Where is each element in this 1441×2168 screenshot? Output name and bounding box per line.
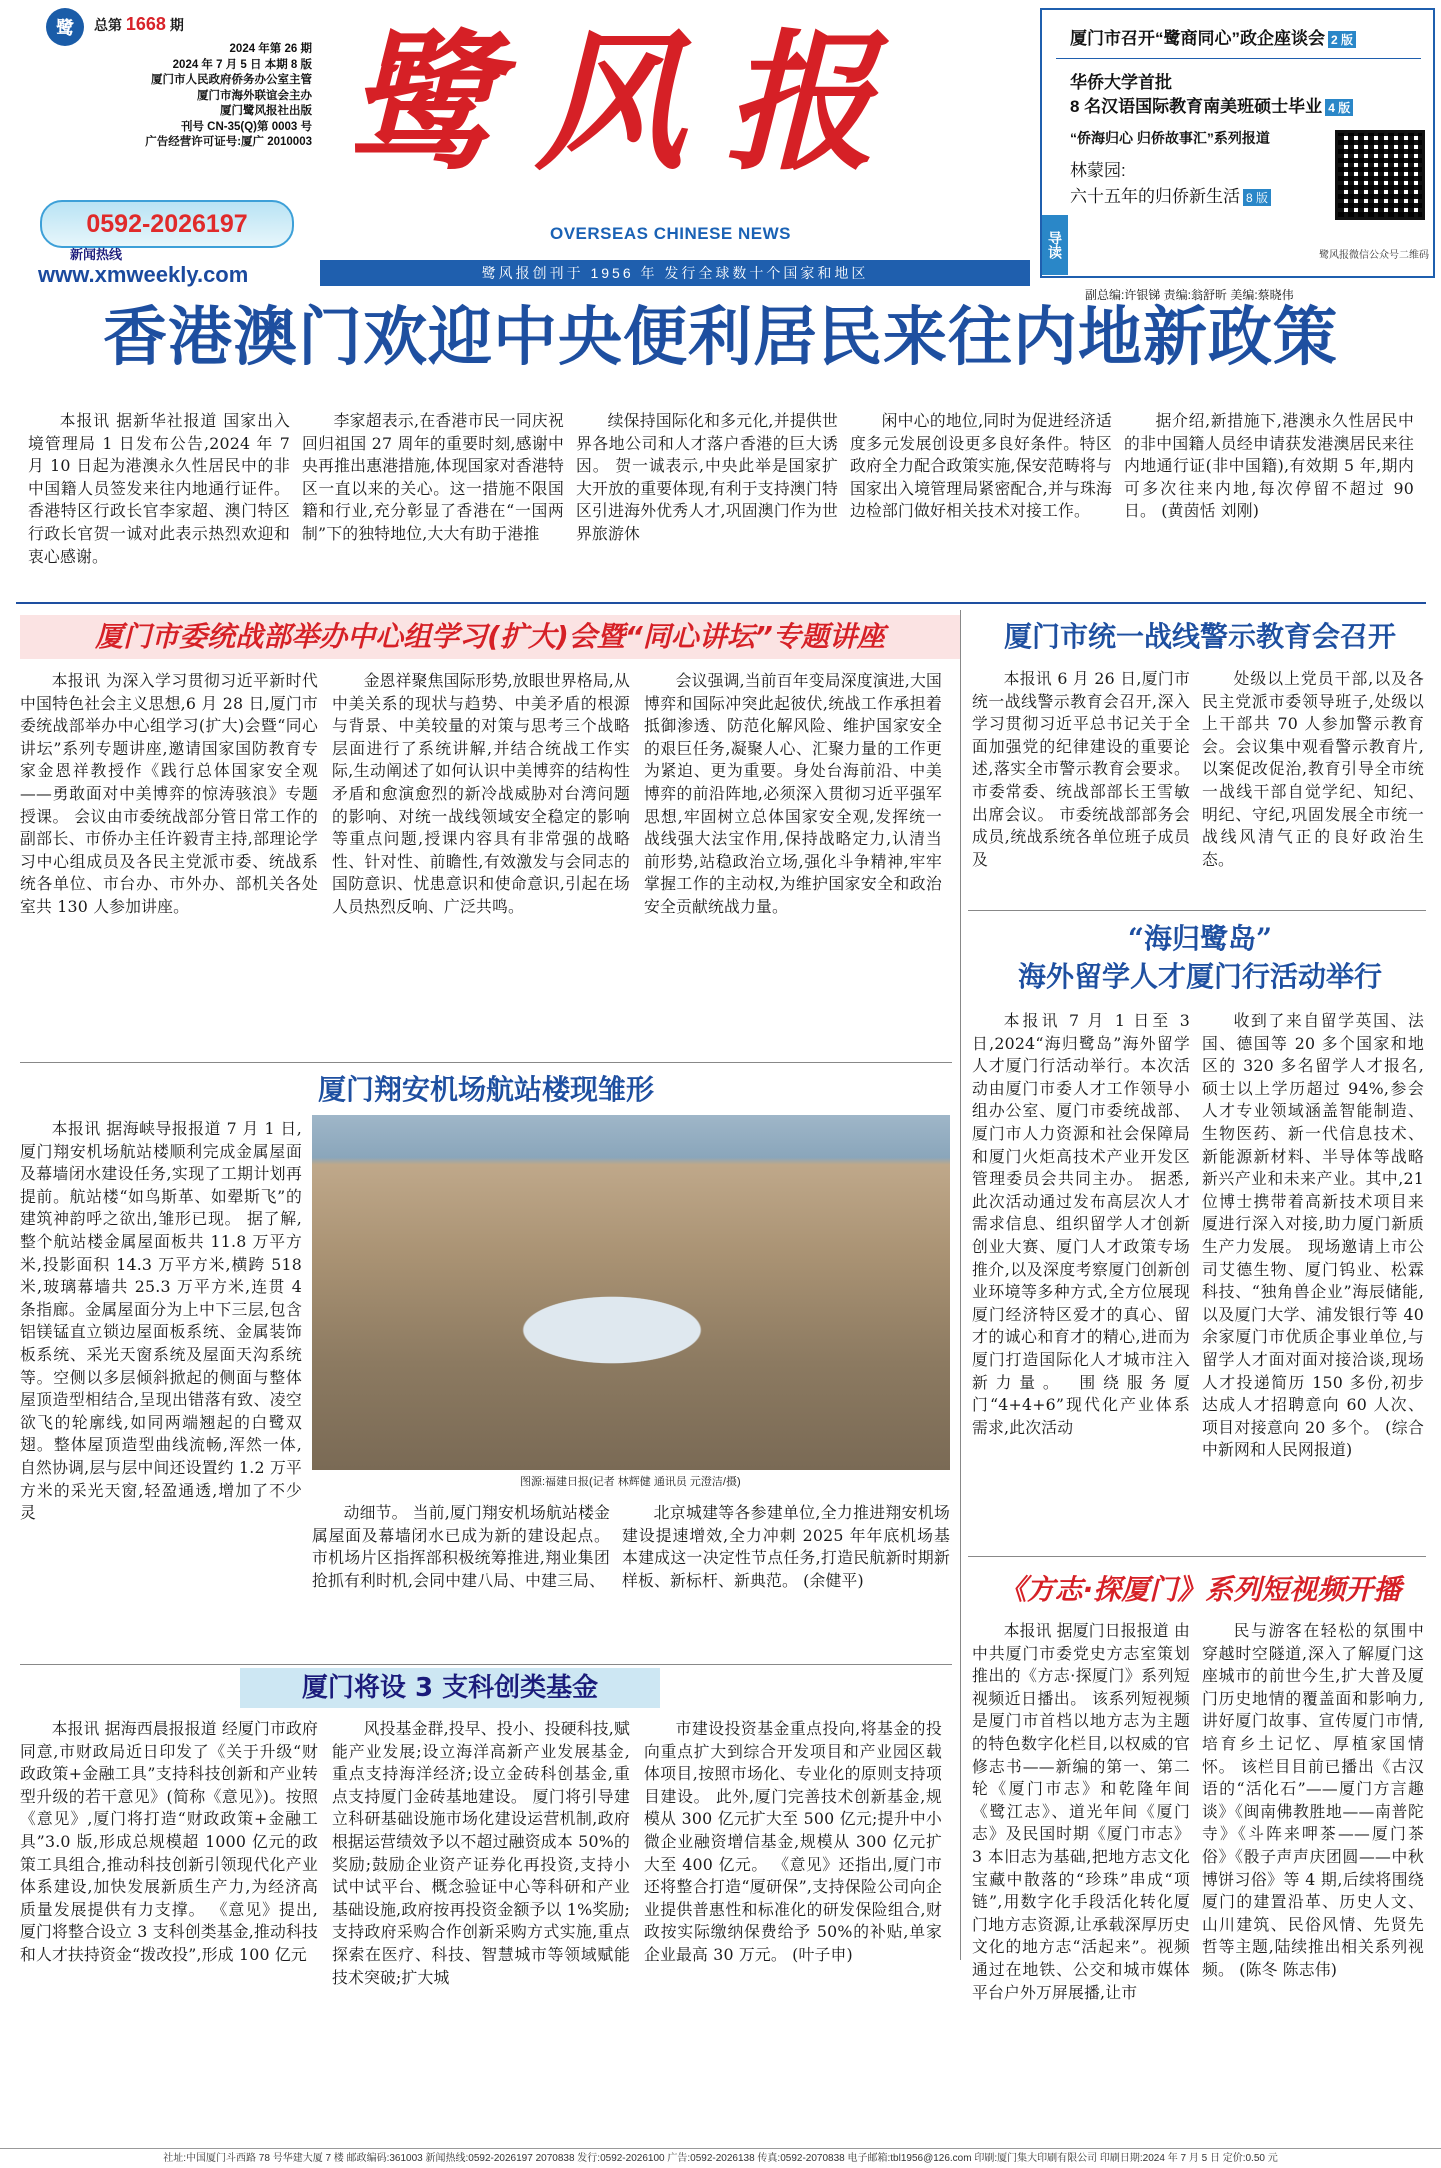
publisher: 厦门鹭风报社出版: [220, 105, 312, 117]
headline[interactable]: 香港澳门欢迎中央便利居民来往内地新政策: [103, 300, 1338, 375]
airport-col-right: 北京城建等各参建单位,全力推进翔安机场建设提速增效,全力冲刺 2025 年年底机场基本建成这一决定性节点任务,打造民航新时期新样板、新标杆、新典范。 (余健平): [622, 1503, 950, 1590]
sponsor-1: 厦门市人民政府侨务办公室主管: [151, 74, 312, 86]
talent-col-2: 收到了来自留学英国、法国、德国等 20 多个国家和地区的 320 多名留学人才报名,硕士以上学历超过 94%,参会人才专业领域涵盖智能制造、生物医药、新一代信息技术、新能源新材料、半导体等战略新兴产业和未来产业。其中,21 位博士携带着高新技术项目来厦进行深入对接,助力厦门新质生产力发展。 现场邀请上市公司艾德生物、厦门钨业、松霖科技、“独角兽企业”海辰储能,以及厦门大学、浦发银行等 40 余家厦门市优质企事业单位,与留学人才面对面对接洽谈,现场人才投递简历 150 多份,初步达成人才招聘意向 60 人次、项目对接意向 20 多个。 (综合中新网和人民网报道): [1202, 1011, 1424, 1460]
fund-col-1: 本报讯 据海西晨报报道 经厦门市政府同意,市财政局近日印发了《关于升级“财政政策+金融工具”支持科技创新和产业转型升级的若干意见》(简称《意见》)。按照《意见》,厦门将打造“财政政策+金融工具”3.0 版,形成总规模超 1000 亿元的政策工具组合,推动科技创新引领现代化产业体系建设,加快发展新质生产力,为经济高质量发展提供有力支撑。 《意见》提出,厦门将整合设立 3 支科创类基金,推动科技和人才扶持资金“拨改投”,形成 100 亿元: [20, 1719, 318, 1964]
issue-date: 2024 年 7 月 5 日 本期 8 版: [172, 58, 312, 71]
lead-col-2: 李家超表示,在香港市民一同庆祝回归祖国 27 周年的重要时刻,感谢中央再推出惠港措施,体现国家对香港特区一直以来的关心。这一措施不限国籍和行业,充分彰显了香港在“一国两制”下的独特地位,大大有助于港推: [302, 411, 564, 543]
warning-col-2: 处级以上党员干部,以及各民主党派市委领导班子,处级以上干部共 70 人参加警示教育会。会议集中观看警示教育片,以案促改促治,教育引导全市统一战线干部自觉学纪、知纪、明纪、守纪,巩固发展全市统一战线风清气正的良好政治生态。: [1202, 669, 1424, 869]
guide-item-4b[interactable]: 六十五年的归侨新生活 8 版: [1070, 182, 1271, 207]
hotline-label: 新闻热线: [70, 247, 123, 262]
divider: [20, 1664, 952, 1665]
united-front-col-1: 本报讯 为深入学习贯彻习近平新时代中国特色社会主义思想,6 月 28 日,厦门市委统战部举办中心组学习(扩大)会暨“同心讲坛”系列专题讲座,邀请国家国防教育专家金恩祥教授作《践行总体国家安全观——勇敢面对中美博弈的惊涛骇浪》专题授课。 会议由市委统战部分管日常工作的副部长、市侨办主任许毅青主持,部理论学习中心组成员及各民主党派市委、统战系统各单位、市台办、市外办、部机关各处室共 130 人参加讲座。: [20, 671, 318, 916]
website-link[interactable]: www.xmweekly.com: [38, 262, 249, 287]
video-col-1: 本报讯 据厦门日报报道 由中共厦门市委党史方志室策划推出的《方志·探厦门》系列短视频近日播出。 该系列短视频是厦门市首档以地方志为主题的特色数字化栏目,以权威的官修志书——新编的第一、第二轮《厦门市志》和乾隆年间《鹭江志》、道光年间《厦门志》及民国时期《厦门市志》3 本旧志为基础,把地方志文化宝藏中散落的“珍珠”串成“项链”,用数字化手段活化转化厦门地方志资源,让承载深厚历史文化的地方志“活起来”。视频通过在地铁、公交和城市媒体平台户外万屏展播,让市: [972, 1621, 1190, 2002]
seal-logo-icon: 鹭: [46, 8, 84, 46]
fund-col-2: 风投基金群,投早、投小、投硬科技,赋能产业发展;设立海洋高新产业发展基金,重点支持海洋经济;设立金砖科创基金,重点支持厦门金砖基地建设。 厦门将引导建立科研基础设施市场化建设运营机制,政府根据运营绩效予以不超过融资成本 50%的奖励;鼓励企业资产证券化再投资,支持小试中试平台、概念验证中心等科研和产业基础设施,政府按再投资金额予以 1%奖励;支持政府采购合作创新采购方式实施,重点探索在医疗、科技、智慧城市等领域赋能技术突破;扩大城: [332, 1719, 630, 1987]
lead-col-4: 闲中心的地位,同时为促进经济适度多元发展创设更多良好条件。特区政府全力配合政策实施,保安范畴将与国家出入境管理局紧密配合,并与珠海边检部门做好相关技术对接工作。: [850, 411, 1112, 521]
warning-meeting-title[interactable]: 厦门市统一战线警示教育会召开: [1003, 620, 1396, 653]
guide-item-3[interactable]: “侨海归心 归侨故事汇”系列报道: [1070, 130, 1270, 146]
issue-year: 2024 年第 26 期: [229, 43, 312, 55]
issue-number: 总第 1668 期: [94, 14, 184, 34]
lead-col-3: 续保持国际化和多元化,并提供世界各地公司和人才落户香港的巨大诱因。 贺一诚表示,中央此举是国家扩大开放的重要体现,有利于支持澳门特区引进海外优秀人才,巩固澳门作为世界旅游休: [576, 411, 838, 543]
footer: 社址:中国厦门斗西路 78 号华建大厦 7 楼 邮政编码:361003 新闻热线:0592-2026197 2070838 发行:0592-2026100 广告:0592-2026138 传真:0592-2070838 电子邮箱:tbl1956@126.com 印刷:厦门集大印刷有限公司 印刷日期:2024 年 7 月 5 日 定价:0.50 元: [0, 2148, 1441, 2168]
editors-line: 副总编:许银锑 责编:翁舒昕 美编:蔡晓伟: [1085, 288, 1294, 302]
cn-number: 刊号 CN-35(Q)第 0003 号: [180, 120, 312, 133]
paper-english-name: OVERSEAS CHINESE NEWS: [550, 224, 791, 243]
issue-info: [12, 8, 312, 158]
united-front-title[interactable]: 厦门市委统战部举办中心组学习(扩大)会暨“同心讲坛”专题讲座: [20, 615, 960, 659]
divider: [16, 602, 1426, 604]
fund-title[interactable]: 厦门将设 3 支科创类基金: [240, 1668, 660, 1708]
fund-col-3: 市建设投资基金重点投向,将基金的投向重点扩大到综合开发项目和产业园区载体项目,按照市场化、专业化的原则支持项目建设。 此外,厦门完善技术创新基金,规模从 300 亿元扩大至 500 亿元;提升中小微企业融资增信基金,规模从 300 亿元扩大至 400 亿元。 《意见》还指出,厦门市还将整合打造“厦研保”,支持保险公司向企业提供普惠性和标准化的研发保险组合,财政按实际缴纳保费给予 50%的补贴,单家企业最高 30 万元。 (叶子申): [644, 1719, 942, 1964]
lead-col-5: 据介绍,新措施下,港澳永久性居民中的非中国籍人员经申请获发港澳居民来往内地通行证(非中国籍),有效期 5 年,期内可多次往来内地,每次停留不超过 90 日。 (黄茵恬 刘刚): [1124, 411, 1414, 521]
airport-title[interactable]: 厦门翔安机场航站楼现雏形: [317, 1073, 654, 1106]
talent-title-1[interactable]: “海归鹭岛”: [1127, 922, 1273, 955]
qr-code-icon: [1335, 130, 1425, 220]
divider: [968, 1556, 1426, 1557]
guide-item-2b[interactable]: 8 名汉语国际教育南美班硕士毕业 4 版: [1070, 92, 1353, 117]
photo-caption: 图源:福建日报(记者 林辉健 通讯员 元澄洁/摄): [520, 1476, 741, 1488]
guide-item-1[interactable]: 厦门市召开“鹭商同心”政企座谈会 2 版: [1070, 24, 1356, 49]
divider: [968, 910, 1426, 911]
paper-name: 鹭风报: [345, 15, 916, 191]
guide-item-4a[interactable]: 林蒙园:: [1070, 161, 1126, 180]
video-col-2: 民与游客在轻松的氛围中穿越时空隧道,深入了解厦门这座城市的前世今生,扩大普及厦门历史地情的覆盖面和影响力,讲好厦门故事、宣传厦门市情,培育乡土记忆、厚植家国情怀。 该栏目目前已播出《古汉语的“活化石”——厦门方言趣谈》《闽南佛教胜地——南普陀寺》《斗阵来呷茶——厦门茶俗》《骰子声声庆团圆——中秋博饼习俗》等 4 期,后续将围绕厦门的建置沿革、历史人文、山川建筑、民俗风情、先贤先哲等主题,陆续推出相关系列视频。 (陈冬 陈志伟): [1202, 1621, 1424, 1979]
airport-col-left: 本报讯 据海峡导报报道 7 月 1 日,厦门翔安机场航站楼顺利完成金属屋面及幕墙闭水建设任务,实现了工期计划再提前。航站楼“如鸟斯革、如翚斯飞”的建筑神韵呼之欲出,雏形已现。 据了解,整个航站楼金属屋面板共 11.8 万平方米,投影面积 14.3 万平方米,横跨 518 米,玻璃幕墙共 25.3 万平方米,连贯 4 条指廊。金属屋面分为上中下三层,包含铝镁锰直立锁边屋面板系统、金属装饰板系统、采光天窗系统及屋面天沟系统等。空侧以多层倾斜掀起的侧面与整体屋顶造型相结合,呈现出错落有致、凌空欲飞的轮廓线,如同两端翘起的白鹭双翅。整体屋顶造型曲线流畅,浑然一体,自然协调,层与层中间还设置约 1.2 万平方米的采光天窗,轻盈通透,增加了不少灵: [20, 1119, 302, 1523]
qr-caption: 鹭风报微信公众号二维码: [1319, 250, 1429, 261]
lead-col-1: 本报讯 据新华社报道 国家出入境管理局 1 日发布公告,2024 年 7 月 10 日起为港澳永久性居民中的非中国籍人员签发来往内地通行证件。香港特区行政长官李家超、澳门特区行政长官贺一诚对此表示热烈欢迎和衷心感谢。: [28, 411, 290, 566]
warning-col-1: 本报讯 6 月 26 日,厦门市统一战线警示教育会召开,深入学习贯彻习近平总书记关于全面加强党的纪律建设的重要论述,落实全市警示教育会要求。市委常委、统战部部长王雪敏出席会议。 市委统战部部务会成员,统战系统各单位班子成员及: [972, 669, 1190, 869]
united-front-col-2: 金恩祥聚焦国际形势,放眼世界格局,从中美关系的现状与趋势、中美矛盾的根源与背景、中美较量的对策与思考三个战略层面进行了系统讲解,并结合统战工作实际,生动阐述了如何认识中美博弈的结构性矛盾和愈演愈烈的新冷战威胁对台湾问题的影响、对统一战线领域安全稳定的影响等重点问题,授课内容具有非常强的战略性、针对性、前瞻性,有效激发与会同志的国防意识、忧患意识和使命意识,引起在场人员热烈反响、广泛共鸣。: [332, 671, 630, 916]
founded-banner: 鹭风报创刊于 1956 年 发行全球数十个国家和地区: [320, 260, 1030, 286]
guide-label: 导读: [1042, 215, 1068, 275]
sponsor-2: 厦门市海外联谊会主办: [197, 89, 312, 102]
vertical-divider: [960, 610, 961, 1960]
talent-title-2[interactable]: 海外留学人才厦门行活动举行: [1017, 960, 1382, 993]
video-title[interactable]: 《方志·探厦门》系列短视频开播: [998, 1573, 1402, 1606]
united-front-col-3: 会议强调,当前百年变局深度演进,大国博弈和国际冲突此起彼伏,统战工作承担着抵御渗透、防范化解风险、维护国家安全的艰巨任务,凝聚人心、汇聚力量的工作更为紧迫、更为重要。身处台海前沿、中美博弈的前沿阵地,必须深入贯彻习近平强军思想,牢固树立总体国家安全观,发挥统一战线强大法宝作用,保持战略定力,认清当前形势,站稳政治立场,强化斗争精神,牢牢掌握工作的主动权,为维护国家安全和政治安全贡献统战力量。: [644, 671, 942, 916]
guide-item-2a[interactable]: 华侨大学首批: [1070, 73, 1172, 92]
airport-photo: [312, 1115, 950, 1470]
ad-license: 广告经营许可证号:厦广 2010003: [145, 136, 312, 148]
hotline-badge: 0592-2026197: [40, 200, 294, 248]
divider: [20, 1062, 952, 1063]
airport-col-mid: 动细节。 当前,厦门翔安机场航站楼金属屋面及幕墙闭水已成为新的建设起点。市机场片区指挥部积极统筹推进,翔业集团抢抓有利时机,会同中建八局、中建三局、: [312, 1503, 610, 1590]
guide-box: [1040, 8, 1435, 278]
talent-col-1: 本报讯 7 月 1 日至 3 日,2024“海归鹭岛”海外留学人才厦门行活动举行。本次活动由厦门市委人才工作领导小组办公室、厦门市委统战部、厦门市人力资源和社会保障局和厦门火炬高技术产业开发区管理委员会共同主办。 据悉,此次活动通过发布高层次人才需求信息、组织留学人才创新创业大赛、厦门人才政策专场推介,以及深度考察厦门创新创业环境等多种方式,全方位展现厦门经济特区爱才的真心、留才的诚心和育才的精心,进而为厦门打造国际化人才城市注入新力量。 围绕服务厦门“4+4+6”现代化产业体系需求,此次活动: [972, 1011, 1190, 1437]
